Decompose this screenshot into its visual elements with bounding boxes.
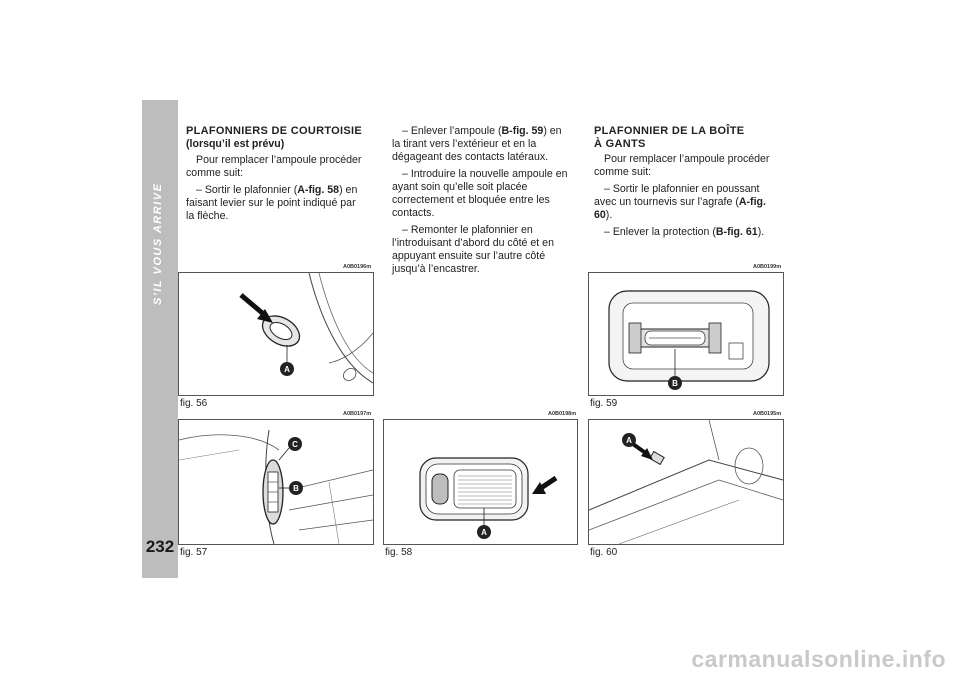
figure-code: A0B0199m (753, 264, 782, 270)
callout-a: A (626, 436, 632, 445)
figure-57-illustration (178, 419, 374, 545)
courtesy-light-drawing (179, 273, 373, 395)
figure-caption: fig. 56 (180, 398, 208, 409)
figure-code: A0B0196m (343, 264, 372, 270)
figure-code: A0B0197m (343, 411, 372, 417)
column-1 (186, 125, 366, 227)
callout-a: A (284, 365, 290, 374)
figure-caption: fig. 59 (590, 398, 618, 409)
heading-courtesy-lights: PLAFONNIERS DE COURTOISIE (186, 125, 362, 137)
figure-caption: fig. 58 (385, 547, 413, 558)
paragraph: – Enlever la protection (B-fig. 61). (604, 226, 765, 238)
figure-reference: B-fig. 59 (501, 125, 544, 137)
callout-c: C (292, 440, 298, 449)
figure-59-illustration (588, 272, 784, 396)
figure-60-illustration (588, 419, 784, 545)
paragraph: – Introduire la nouvelle ampoule en ayant soin qu’elle soit placée correctement et bloquée entre les contacts. (392, 168, 568, 219)
figure-56-illustration (178, 272, 374, 396)
ceiling-light-drawing (384, 420, 577, 544)
figure-reference: B-fig. 61 (715, 226, 758, 238)
heading-glovebox-light-1: PLAFONNIER DE LA BOÎTE (594, 125, 745, 137)
callout-b: B (293, 484, 299, 493)
door-interior-drawing (179, 420, 373, 544)
figure-code: A0B0198m (548, 411, 577, 417)
paragraph: – Sortir le plafonnier en poussant avec un tournevis sur l’agrafe (A-fig. 60). (594, 183, 766, 221)
callout-a: A (481, 528, 487, 537)
paragraph: – Enlever l’ampoule (B-fig. 59) en la tirant vers l’extérieur et en la dégageant des contacts latéraux. (392, 125, 562, 163)
subheading-if-fitted: (lorsqu’il est prévu) (186, 138, 285, 150)
paragraph: Pour remplacer l’ampoule procéder comme suit: (186, 154, 362, 179)
column-2 (392, 125, 572, 280)
watermark: carmanualsonline.info (691, 646, 946, 672)
paragraph: Pour remplacer l’ampoule procéder comme suit: (594, 153, 770, 178)
figure-caption: fig. 60 (590, 547, 618, 558)
figure-code: A0B0195m (753, 411, 782, 417)
callout-b: B (672, 379, 678, 388)
paragraph: – Sortir le plafonnier (A-fig. 58) en faisant levier sur le point indiqué par la flèche. (186, 184, 358, 222)
column-3 (594, 125, 778, 243)
paragraph: – Remonter le plafonnier en l’introduisant d’abord du côté et en appuyant ensuite sur l’autre côté jusqu’à l’encastrer. (392, 224, 554, 275)
heading-glovebox-light-2: À GANTS (594, 138, 646, 150)
section-title (142, 100, 178, 305)
figure-reference: A-fig. 58 (297, 184, 340, 196)
page-number: 232 (145, 537, 175, 556)
section-sidebar (142, 100, 178, 578)
glovebox-interior-drawing (589, 420, 783, 544)
figure-58-illustration (383, 419, 578, 545)
figure-caption: fig. 57 (180, 547, 208, 558)
figure-reference: A-fig. 60 (594, 196, 766, 221)
section-title-text: S’IL VOUS ARRIVE (152, 182, 164, 305)
glovebox-light-bulb-drawing (589, 273, 783, 395)
